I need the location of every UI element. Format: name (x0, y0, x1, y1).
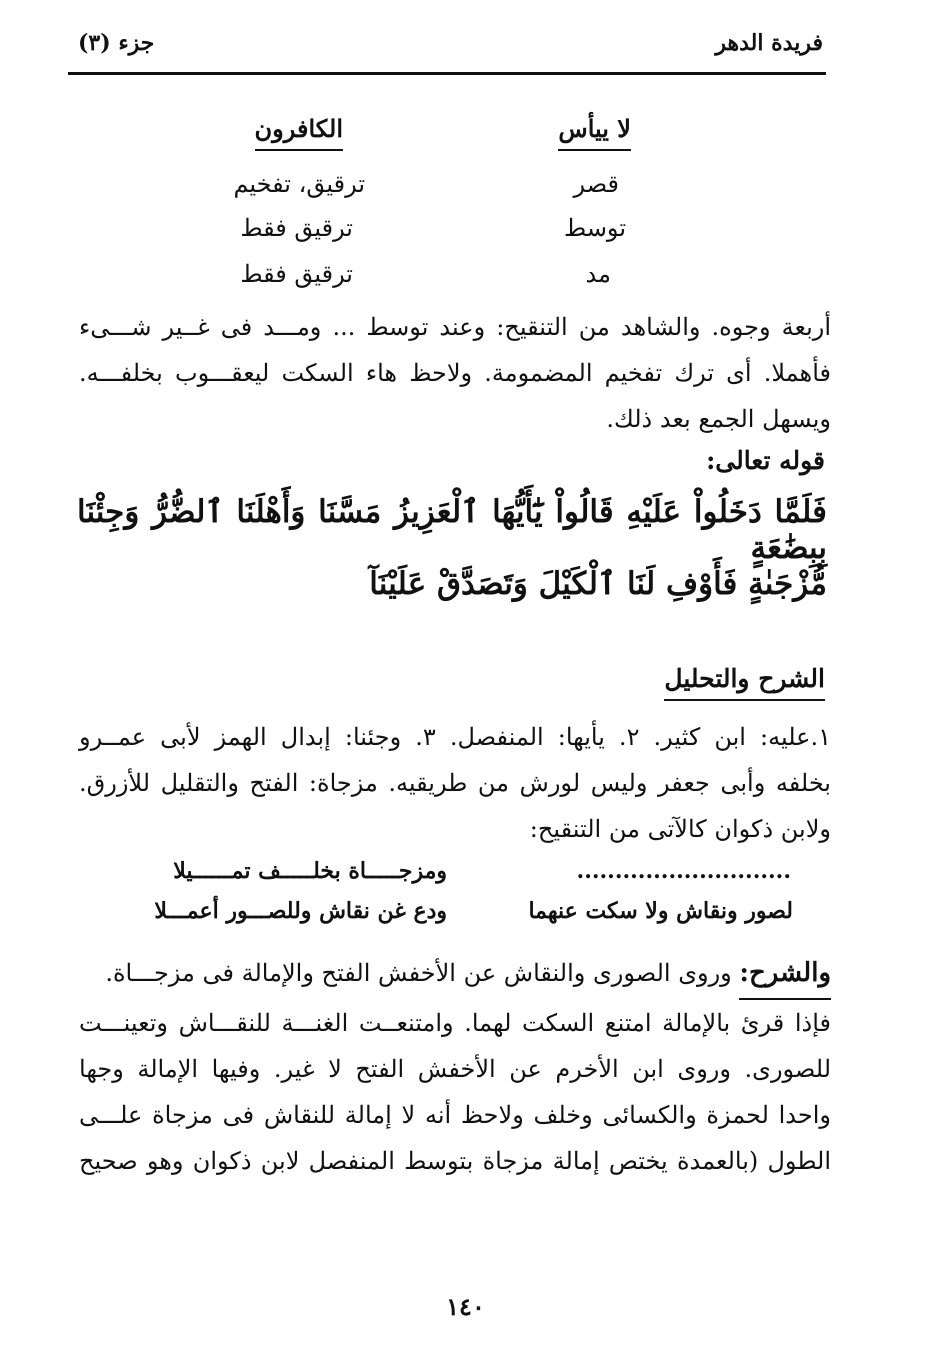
table-row-1-left: ترقيق، تفخيم (233, 170, 365, 198)
table-row-1-right: قصر (573, 170, 619, 198)
verse-line-2: مُّزْجَىٰةٍ فَأَوْفِ لَنَا ٱلْكَيْلَ وَتَصَدَّقْ عَلَيْنَآ (369, 566, 827, 602)
section-title: الشرح والتحليل (664, 664, 825, 701)
running-title: فريدة الدهر (715, 30, 823, 56)
paragraph-1-line-2: فأهملا. أى ترك تفخيم المضمومة. ولاحظ هاء السكت ليعقـــوب بخلفـــه. (79, 359, 832, 387)
paragraph-1-line-3: ويسهل الجمع بعد ذلك. (606, 405, 831, 433)
paragraph-2-line-3: ولابن ذكوان كالآتى من التنقيح: (529, 815, 831, 843)
table-row-3-left: ترقيق فقط (240, 260, 353, 288)
table-col-right-title: لا ييأس (558, 114, 631, 151)
poem-line-1-left: ومزجـــــاة بخلـــــف تمــــــيلا (173, 858, 447, 884)
paragraph-2 (79, 714, 831, 852)
page-number: ١٤٠ (446, 1292, 485, 1321)
table-col-left-title: الكافرون (255, 114, 343, 151)
header-rule (68, 72, 826, 75)
poem-line-2-right: لصور ونقاش ولا سكت عنهما (528, 898, 793, 924)
paragraph-1-line-1: أربعة وجوه. والشاهد من التنقيح: وعند توسط ... ومـــد فى غــير شـــىء (79, 313, 831, 341)
part-label: جزء (٣) (78, 30, 155, 56)
paragraph-3 (79, 950, 831, 1184)
explanation-label: والشرح: (739, 950, 831, 1000)
paragraph-3-line-1: والشرح: وروى الصورى والنقاش عن الأخفش الفتح والإمالة فى مزجـــاة. (79, 950, 831, 1000)
paragraph-3-line-5: الطول (بالعمدة يختص إمالة مزجاة بتوسط المنفصل لابن ذكوان وهو صحيح (79, 1147, 831, 1175)
paragraph-1 (79, 304, 831, 442)
paragraph-3-line-3: للصورى. وروى ابن الأخرم عن الأخفش الفتح لا غير. وفيها الإمالة وجها (79, 1055, 832, 1083)
table-row-2-right: توسط (564, 214, 626, 242)
verse-intro: قوله تعالى: (706, 446, 825, 475)
paragraph-3-line-4: واحدا لحمزة والكسائى وخلف ولاحظ أنه لا إمالة للنقاش فى مزجاة علـــى (79, 1101, 831, 1129)
table-row-2-left: ترقيق فقط (240, 214, 353, 242)
paragraph-2-line-2: بخلفه وأبى جعفر وليس لورش من طريقيه. مزجاة: الفتح والتقليل للأزرق. (79, 769, 831, 797)
verse-line-1: فَلَمَّا دَخَلُواْ عَلَيْهِ قَالُواْ يَٰٓأَيُّهَا ٱلْعَزِيزُ مَسَّنَا وَأَهْلَنَا ٱلضُّرُّ وَجِئْنَا بِبِضَٰعَةٍ (77, 494, 827, 566)
poem-line-1-right: ............................ (576, 858, 791, 884)
paragraph-2-line-1: ١.عليه: ابن كثير. ٢. يأيها: المنفصل. ٣. وجئنا: إبدال الهمز لأبى عمــرو (79, 723, 831, 751)
paragraph-3-line-2: فإذا قرئ بالإمالة امتنع السكت لهما. وامتنعــت الغنـــة للنقـــاش وتعينـــت (79, 1009, 831, 1037)
table-row-3-right: مد (585, 260, 611, 288)
poem-line-2-left: ودع غن نقاش وللصـــور أعمـــلا (154, 898, 447, 924)
